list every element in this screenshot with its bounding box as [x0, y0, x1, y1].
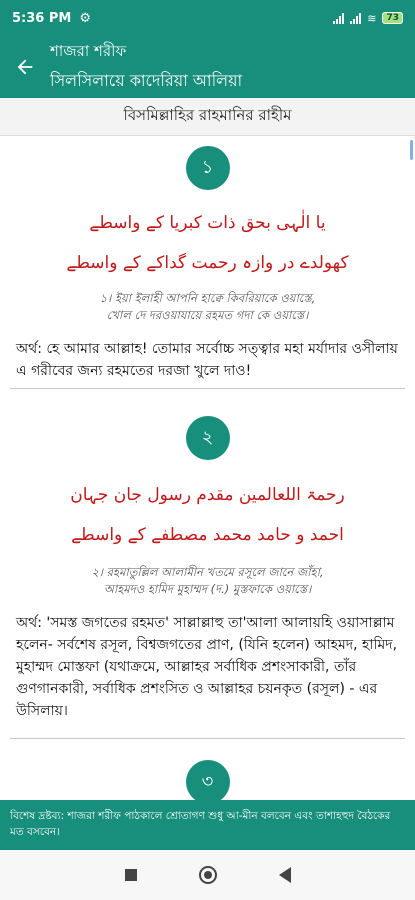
transliteration-line: খোল দে দরওয়াযায়ে রহমত গদা কে ওয়াস্তে।	[106, 308, 309, 322]
back-triangle-icon[interactable]	[279, 867, 291, 883]
battery-icon: 73	[382, 12, 403, 24]
home-icon[interactable]	[199, 866, 217, 884]
settings-notification-icon: ⚙	[79, 10, 91, 26]
recents-icon[interactable]	[125, 869, 137, 881]
verse-section	[0, 760, 415, 800]
verse-number-badge: ২	[186, 416, 230, 460]
status-time: 5:36 PM	[12, 10, 72, 26]
divider	[10, 388, 405, 389]
urdu-line: رحمۃ اللعالمین مقدم رسول جان جہان	[70, 485, 345, 505]
transliteration-line: ১। ইয়া ইলাহী আপনি হাক্বে কিবরিয়াকে ওয়াস্তে,	[99, 291, 316, 305]
status-icons	[333, 12, 403, 25]
app-title: শাজরা শরীফ	[50, 41, 127, 60]
verse-number-badge: ১	[186, 146, 230, 190]
transliteration-line: ২। রহমাতুল্লিল আলামীন খতমে রসূলে জানে জাঁহা,	[91, 565, 324, 579]
signal-icon	[333, 13, 344, 24]
verse-number-badge: ৩	[186, 760, 230, 800]
back-arrow-icon[interactable]	[0, 36, 50, 98]
signal-icon-2	[350, 13, 361, 24]
notice-banner: বিশেষ দ্রষ্টব্য: শাজরা শরীফ পাঠকালে শ্রোতাগণ শুধু আ-মীন বলবেন এবং তাশাহহুদ বৈঠকের মত বসবেন।	[0, 800, 415, 850]
status-bar	[0, 0, 415, 36]
meaning-text: অর্থ: 'সমস্ত জগতের রহমত' সাল্লাল্লাহু তা'আলা আলায়হি ওয়াসাল্লাম হলেন- সর্বশেষ রসূল, বিশ্বজগতের প্রাণ, (যিনি হলেন) আহমদ, হামিদ, মুহাম্মদ মোস্তফা (যথাক্রমে, আল্লাহর সর্বাধিক প্রশংসাকারী, তাঁর গুণগানকারী, সর্বাধিক প্রশংসিত ও আল্লাহর চয়নকৃত (রসূল) - এর উসিলায়।	[16, 615, 398, 719]
app-bar-titles	[50, 40, 242, 95]
transliteration-line: আহমদও হামিদ মুহাম্মদ (দ.) মুস্তফাকে ওয়াস্তে।	[103, 582, 312, 596]
content-scroll[interactable]	[0, 136, 415, 800]
divider	[10, 738, 405, 739]
meaning-text: অর্থ: হে আমার আল্লাহ! তোমার সর্বোচ্চ সত্ত্বার মহা মর্যাদার ওসীলায় এ গরীবের জন্য রহমতের দরজা খুলে দাও!	[16, 341, 398, 379]
urdu-line: یا الٰہی بحق ذات کبریا کے واسطے	[89, 213, 326, 233]
verse-section	[0, 146, 415, 382]
system-nav-bar	[0, 850, 415, 900]
verse-section	[0, 416, 415, 722]
app-bar	[0, 36, 415, 98]
wifi-icon: ≋	[367, 11, 377, 25]
urdu-line: احمد و حامد محمد مصطفے کے واسطے	[71, 525, 344, 545]
urdu-line: کھولدے در وازہ رحمت گداکے کے واسطے	[66, 253, 349, 273]
app-subtitle: সিলসিলায়ে কাদেরিয়া আলিয়া	[50, 70, 243, 90]
bismillah-header: বিসমিল্লাহির রাহমানির রাহীম	[0, 98, 415, 136]
